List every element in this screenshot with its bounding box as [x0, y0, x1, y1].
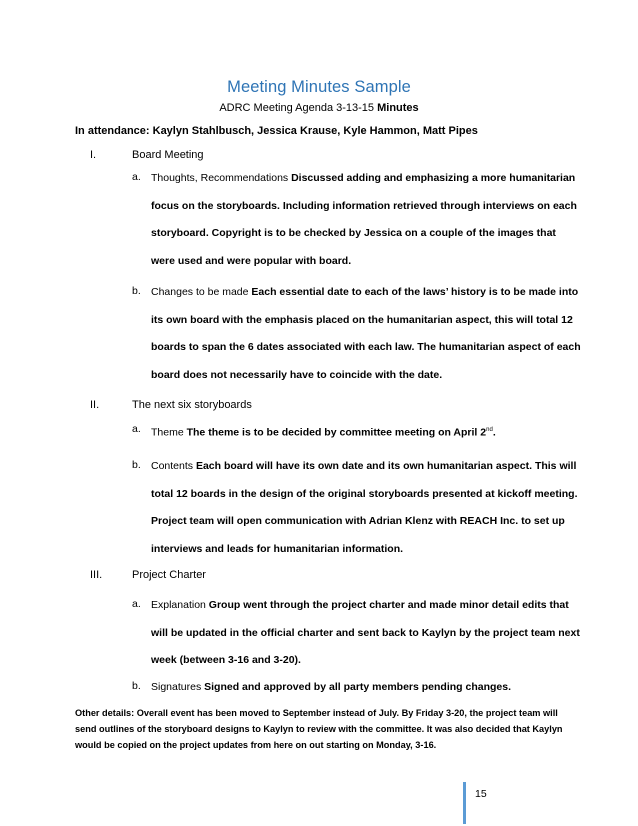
item-body: [151, 279, 581, 389]
item-body: [151, 453, 581, 563]
item-letter: b.: [132, 285, 141, 297]
item-after: .: [492, 426, 496, 439]
item-label: Contents: [151, 460, 196, 472]
attendance-line: In attendance: Kaylyn Stahlbusch, Jessica Krause, Kyle Hammon, Matt Pipes: [75, 125, 478, 137]
item-body: [151, 165, 581, 275]
page-number-box: [463, 782, 586, 824]
page-number: 15: [475, 788, 487, 800]
item-body: [151, 592, 581, 675]
item-text: Each board will have its own date and its own humanitarian aspect. This will total 12 boards in the design of the original storyboards presented at kickoff meeting. Project team will open communication with Adrian Klenz with REACH Inc. to set up interviews and leads for humanitarian information.: [151, 460, 578, 555]
subtitle-agenda: ADRC Meeting Agenda 3-13-15: [219, 102, 378, 114]
section-title: Board Meeting: [132, 149, 204, 161]
subtitle-minutes: Minutes: [377, 102, 419, 114]
item-letter: b.: [132, 459, 141, 471]
item-letter: a.: [132, 171, 141, 183]
item-letter: a.: [132, 598, 141, 610]
section-number: I.: [90, 149, 97, 161]
item-label: Changes to be made: [151, 286, 252, 298]
item-label: Theme: [151, 426, 187, 439]
item-text: The theme is to be decided by committee meeting on April 2: [186, 426, 487, 439]
other-details: Other details: Overall event has been moved to September instead of July. By Friday 3-20, the project team will send outlines of the storyboard designs to Kaylyn to review with the committee. It was also decided that Kaylyn would be copied on the project updates from here on out starting on Monday, 3-16.: [75, 708, 563, 750]
item-label: Explanation: [151, 599, 209, 611]
document-subtitle: [0, 102, 638, 114]
section-title: The next six storyboards: [132, 399, 252, 411]
item-label: Signatures: [151, 681, 205, 693]
item-superscript: nd: [486, 427, 493, 433]
item-letter: a.: [132, 423, 141, 435]
item-text: Signed and approved by all party members pending changes.: [204, 681, 512, 693]
item-body: [151, 417, 581, 447]
section-number: II.: [90, 399, 100, 411]
item-text: Each essential date to each of the laws’ history is to be made into its own board with the emphasis placed on the humanitarian aspect, this will total 12 boards to span the 6 dates associated with each law. The humanitarian aspect of each board does not necessarily have to coincide with the date.: [151, 286, 581, 381]
section-number: III.: [90, 569, 103, 581]
item-text: Discussed adding and emphasizing a more humanitarian focus on the storyboards. Including information retrieved through interviews on each storyboard. Copyright is to be checked by Jessica on a couple of the images that were used and were popular with board.: [151, 172, 577, 267]
item-body: [151, 674, 581, 702]
section-title: Project Charter: [132, 569, 206, 581]
item-label: Thoughts, Recommendations: [151, 172, 292, 184]
item-letter: b.: [132, 680, 141, 692]
document-title: Meeting Minutes Sample: [227, 78, 411, 96]
item-text: Group went through the project charter and made minor detail edits that will be updated in the official charter and sent back to Kaylyn by the project team next week (between 3-16 and 3-20).: [151, 599, 580, 666]
